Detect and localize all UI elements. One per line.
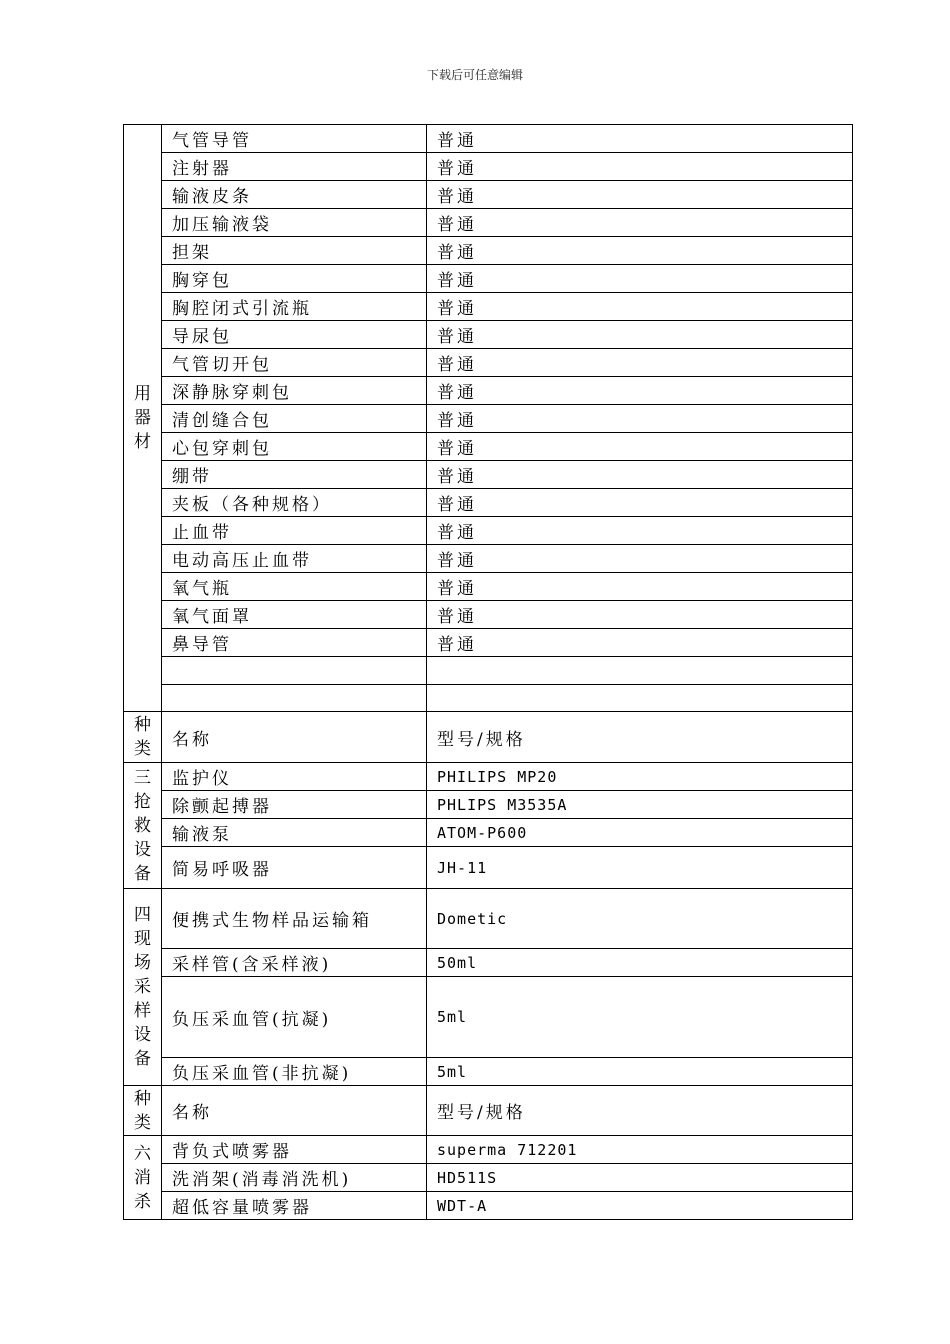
table-row	[124, 601, 853, 629]
item-name: 洗消架(消毒消洗机)	[162, 1164, 427, 1192]
item-spec: 5ml	[427, 1058, 853, 1086]
item-spec: 普通	[427, 293, 853, 321]
table-row	[124, 791, 853, 819]
item-name: 简易呼吸器	[162, 847, 427, 889]
table-row	[124, 321, 853, 349]
item-spec	[427, 685, 853, 712]
item-name: 氧气瓶	[162, 573, 427, 601]
table-row	[124, 889, 853, 949]
item-spec: 普通	[427, 601, 853, 629]
item-name: 绷带	[162, 461, 427, 489]
item-spec: 普通	[427, 265, 853, 293]
item-name: 除颤起搏器	[162, 791, 427, 819]
item-name: 夹板（各种规格）	[162, 489, 427, 517]
column-header-name: 名称	[162, 712, 427, 763]
category-cell: 用器材	[124, 125, 162, 712]
item-spec: 普通	[427, 629, 853, 657]
item-name	[162, 657, 427, 685]
column-header-name: 名称	[162, 1086, 427, 1136]
item-spec: JH-11	[427, 847, 853, 889]
item-spec: 普通	[427, 545, 853, 573]
table-row	[124, 977, 853, 1058]
item-name: 采样管(含采样液)	[162, 949, 427, 977]
item-spec: 普通	[427, 181, 853, 209]
item-spec: 普通	[427, 349, 853, 377]
item-spec: 5ml	[427, 977, 853, 1058]
table-row	[124, 237, 853, 265]
item-name: 负压采血管(非抗凝)	[162, 1058, 427, 1086]
category-cell: 六消杀	[124, 1136, 162, 1220]
item-name: 电动高压止血带	[162, 545, 427, 573]
item-name: 便携式生物样品运输箱	[162, 889, 427, 949]
page-header: 下载后可任意编辑	[426, 68, 523, 82]
table-row	[124, 405, 853, 433]
item-spec: superma 712201	[427, 1136, 853, 1164]
category-cell: 种类	[124, 1086, 162, 1136]
item-spec: HD511S	[427, 1164, 853, 1192]
item-name: 输液皮条	[162, 181, 427, 209]
table-row	[124, 153, 853, 181]
table-row	[124, 1058, 853, 1086]
category-cell: 三抢救设备	[124, 763, 162, 889]
table-row	[124, 629, 853, 657]
category-cell: 四现场采样设备	[124, 889, 162, 1086]
item-spec: 普通	[427, 573, 853, 601]
category-cell: 种类	[124, 712, 162, 763]
item-name: 注射器	[162, 153, 427, 181]
equipment-table	[123, 124, 853, 1220]
item-name: 担架	[162, 237, 427, 265]
table-row	[124, 949, 853, 977]
item-name: 深静脉穿刺包	[162, 377, 427, 405]
item-name: 背负式喷雾器	[162, 1136, 427, 1164]
table-row	[124, 461, 853, 489]
table-row	[124, 545, 853, 573]
table-row	[124, 847, 853, 889]
table-row	[124, 433, 853, 461]
item-spec: 普通	[427, 209, 853, 237]
item-spec: 普通	[427, 153, 853, 181]
item-name: 气管切开包	[162, 349, 427, 377]
item-name: 氧气面罩	[162, 601, 427, 629]
item-spec: 普通	[427, 433, 853, 461]
table-row	[124, 349, 853, 377]
item-spec: 普通	[427, 517, 853, 545]
table-row	[124, 763, 853, 791]
table-row	[124, 573, 853, 601]
table-row	[124, 1136, 853, 1164]
table-row	[124, 657, 853, 685]
item-name: 超低容量喷雾器	[162, 1192, 427, 1220]
column-header-spec: 型号/规格	[427, 712, 853, 763]
item-spec: 普通	[427, 489, 853, 517]
item-name: 胸穿包	[162, 265, 427, 293]
item-name: 输液泵	[162, 819, 427, 847]
table-row	[124, 517, 853, 545]
item-name	[162, 685, 427, 712]
item-spec: PHILIPS MP20	[427, 763, 853, 791]
item-spec: 普通	[427, 377, 853, 405]
item-name: 鼻导管	[162, 629, 427, 657]
table-row	[124, 819, 853, 847]
item-name: 止血带	[162, 517, 427, 545]
table-header-row	[124, 1086, 853, 1136]
item-spec: 普通	[427, 405, 853, 433]
item-spec: 普通	[427, 461, 853, 489]
item-spec: 普通	[427, 125, 853, 153]
table-row	[124, 685, 853, 712]
table-row	[124, 377, 853, 405]
item-spec: Dometic	[427, 889, 853, 949]
item-spec: ATOM-P600	[427, 819, 853, 847]
table-row	[124, 265, 853, 293]
item-name: 心包穿刺包	[162, 433, 427, 461]
item-name: 监护仪	[162, 763, 427, 791]
column-header-spec: 型号/规格	[427, 1086, 853, 1136]
item-name: 导尿包	[162, 321, 427, 349]
table-row	[124, 489, 853, 517]
table-row	[124, 181, 853, 209]
table-row	[124, 1192, 853, 1220]
item-name: 气管导管	[162, 125, 427, 153]
table-row	[124, 1164, 853, 1192]
item-name: 清创缝合包	[162, 405, 427, 433]
item-spec: 普通	[427, 237, 853, 265]
item-spec: WDT-A	[427, 1192, 853, 1220]
item-name: 负压采血管(抗凝)	[162, 977, 427, 1058]
table-row	[124, 209, 853, 237]
item-name: 加压输液袋	[162, 209, 427, 237]
item-name: 胸腔闭式引流瓶	[162, 293, 427, 321]
table-row	[124, 125, 853, 153]
item-spec: PHLIPS M3535A	[427, 791, 853, 819]
table-row	[124, 293, 853, 321]
item-spec: 50ml	[427, 949, 853, 977]
item-spec	[427, 657, 853, 685]
item-spec: 普通	[427, 321, 853, 349]
table-header-row	[124, 712, 853, 763]
